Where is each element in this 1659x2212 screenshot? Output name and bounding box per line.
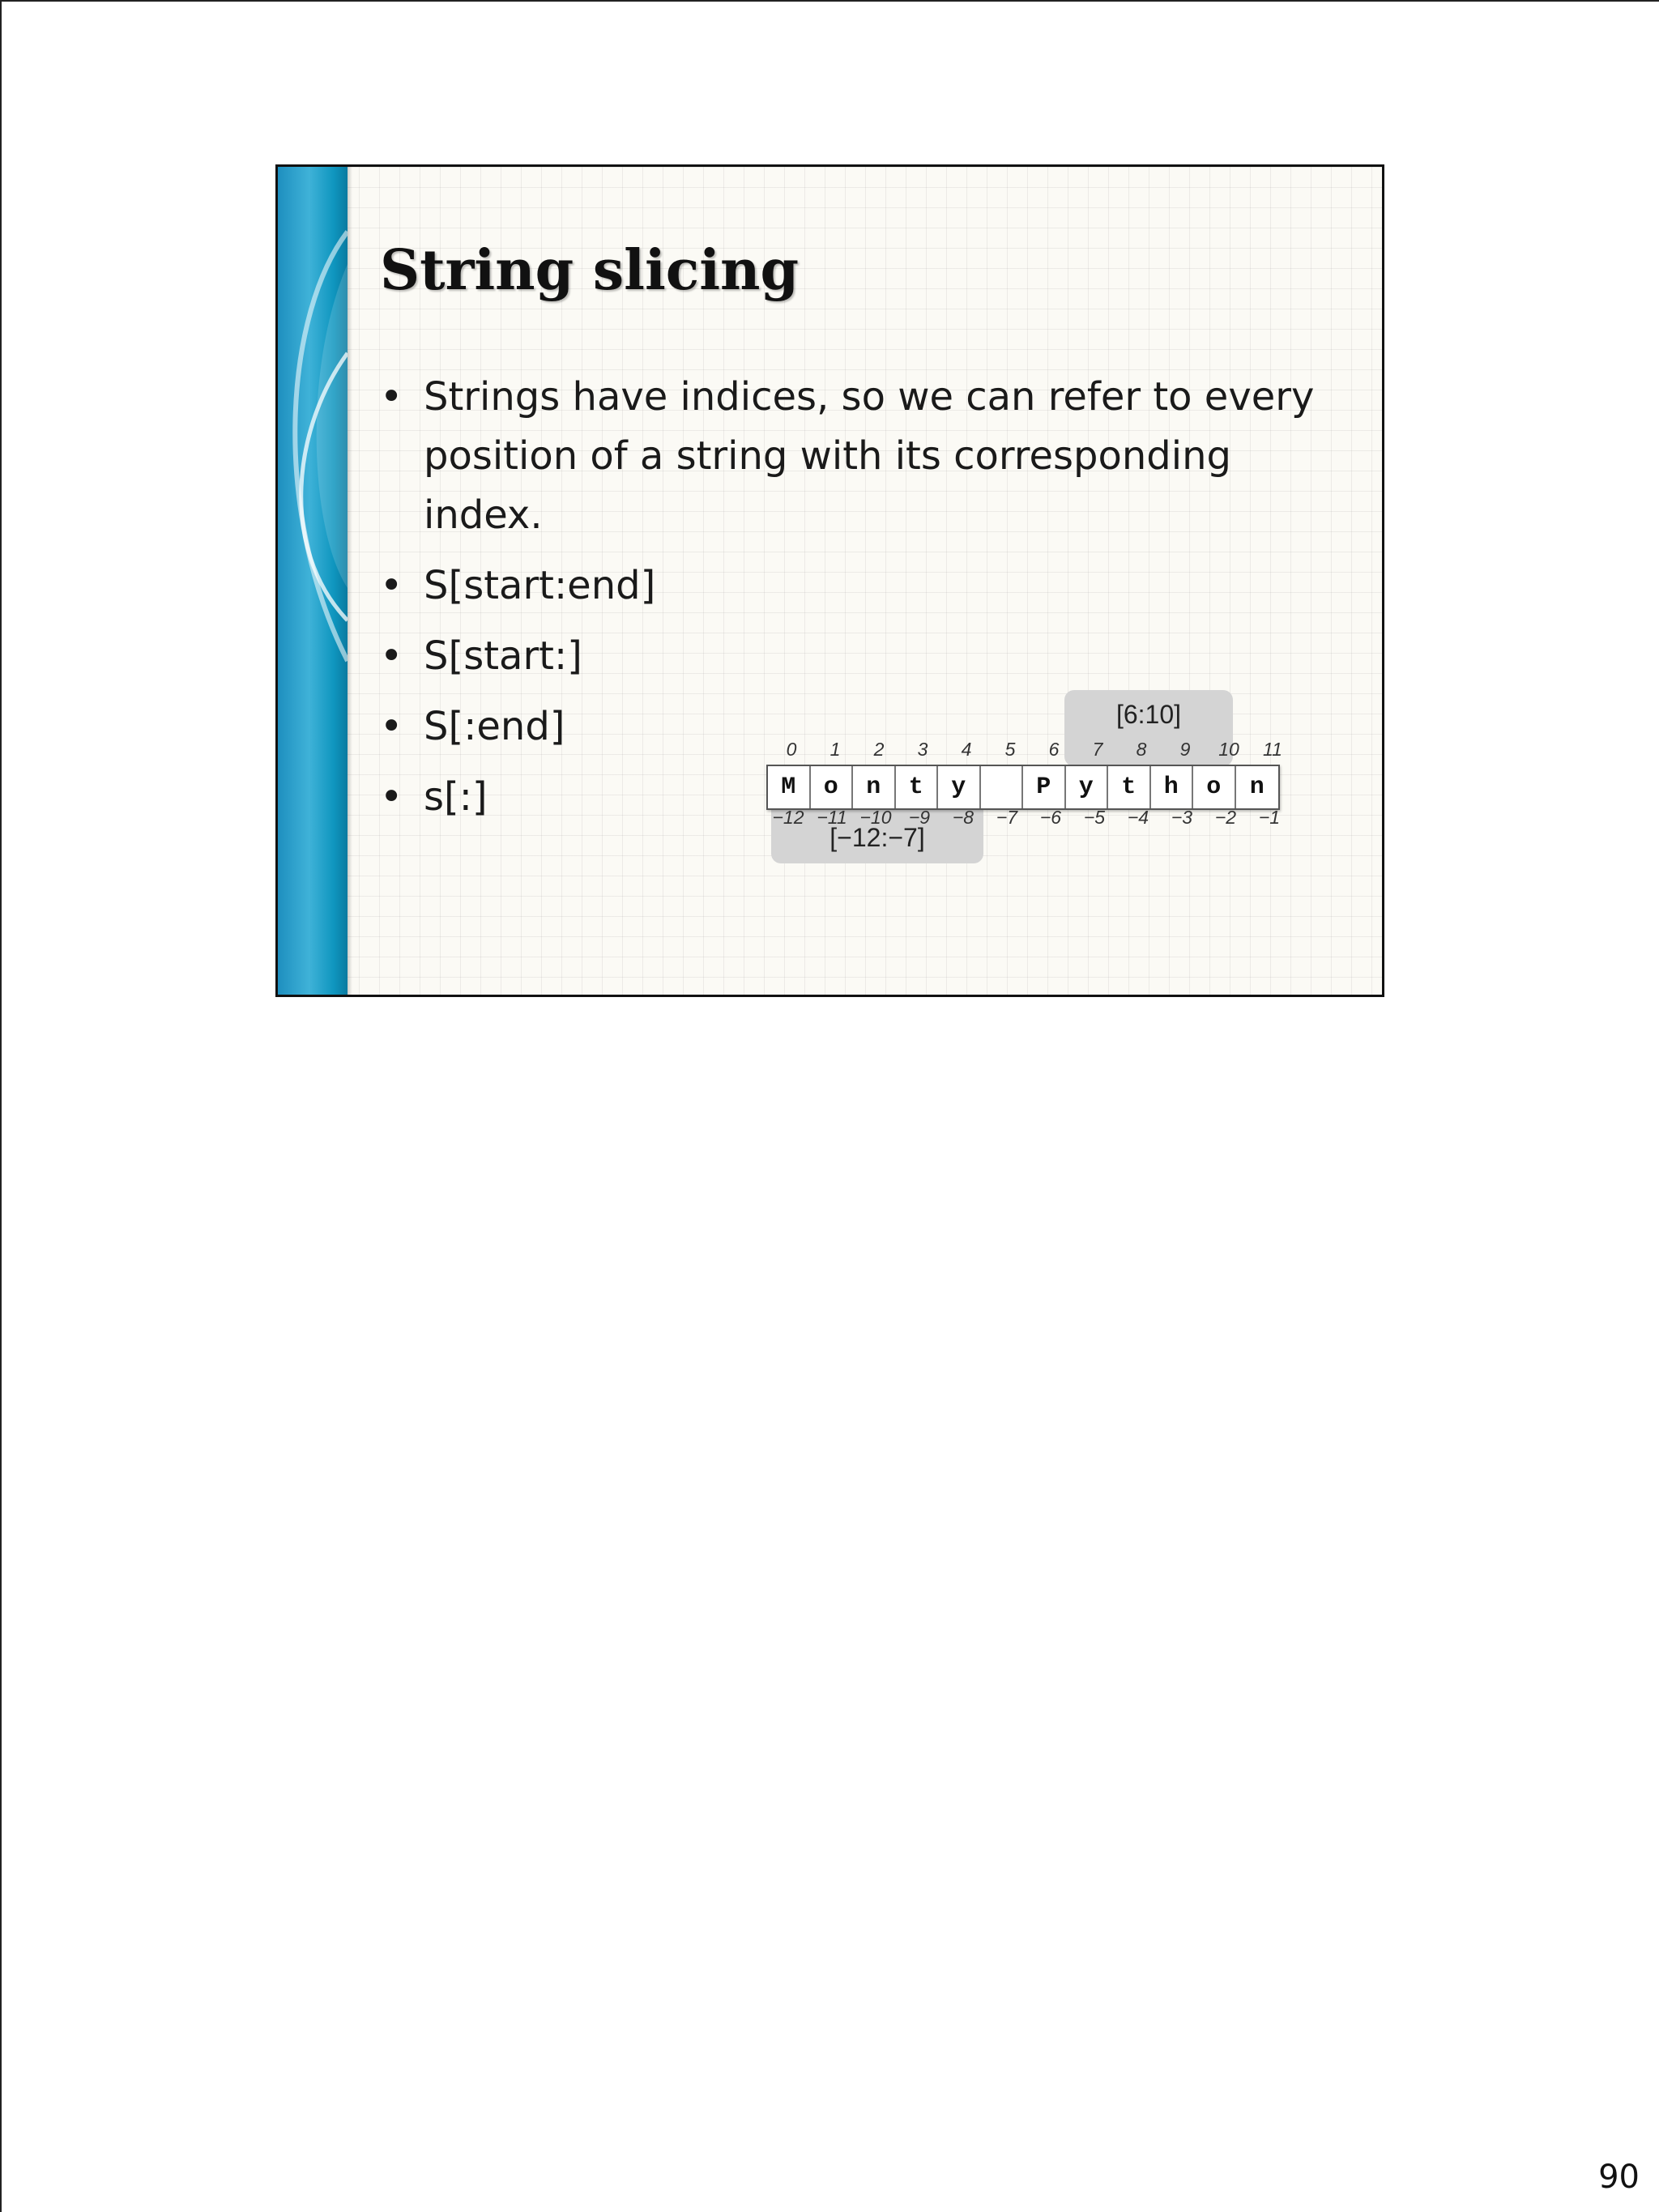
character-cell xyxy=(981,766,1024,808)
character-cell: h xyxy=(1151,766,1194,808)
string-slicing-diagram xyxy=(766,690,1299,881)
slice-label-negative: [−12:−7] xyxy=(830,823,925,852)
swoosh-decoration-icon xyxy=(278,167,348,995)
negative-index-label: −3 xyxy=(1171,807,1193,828)
bullet-item: • s[:] xyxy=(380,768,1336,827)
negative-index-label: −11 xyxy=(817,807,847,828)
negative-index-label: −4 xyxy=(1127,807,1149,828)
bullet-item: • S[start:] xyxy=(380,627,1336,686)
character-cell: o xyxy=(811,766,854,808)
negative-index-label: −12 xyxy=(772,807,804,828)
slice-label-positive: [6:10] xyxy=(1115,700,1182,729)
negative-index-label: −2 xyxy=(1214,807,1237,828)
character-cell: o xyxy=(1193,766,1236,808)
positive-index-label: 11 xyxy=(1263,739,1282,760)
character-cell: y xyxy=(1066,766,1109,808)
bullet-item: • Strings have indices, so we can refer to every position of a string with its corresponding index. xyxy=(380,368,1336,545)
positive-index-label: 9 xyxy=(1179,739,1191,760)
negative-index-label: −7 xyxy=(996,807,1018,828)
character-cell: P xyxy=(1023,766,1066,808)
slide xyxy=(275,164,1384,997)
negative-index-label: −6 xyxy=(1039,807,1062,828)
character-cells xyxy=(766,765,1280,810)
positive-index-row xyxy=(766,739,1299,763)
bullet-item: • S[:end] xyxy=(380,697,1336,757)
positive-index-label: 0 xyxy=(786,739,797,760)
character-cell: t xyxy=(896,766,939,808)
positive-index-label: 2 xyxy=(873,739,885,760)
slide-title: String slicing xyxy=(380,238,800,303)
positive-index-label: 7 xyxy=(1092,739,1103,760)
positive-index-label: 4 xyxy=(961,739,972,760)
positive-index-label: 6 xyxy=(1048,739,1060,760)
character-cell: n xyxy=(1249,774,1265,801)
positive-index-label: 1 xyxy=(830,739,841,760)
positive-index-label: 3 xyxy=(917,739,928,760)
bullet-item: • S[start:end] xyxy=(380,556,1336,616)
positive-index-label: 10 xyxy=(1218,739,1239,760)
positive-index-label: 8 xyxy=(1136,739,1147,760)
character-cell: M xyxy=(768,766,811,808)
page-number: 90 xyxy=(1598,2159,1640,2196)
negative-index-label: −1 xyxy=(1258,807,1281,828)
negative-index-label: −8 xyxy=(952,807,975,828)
negative-index-label: −9 xyxy=(908,807,931,828)
character-cell: t xyxy=(1108,766,1151,808)
character-cell: n xyxy=(853,766,896,808)
character-cell: y xyxy=(938,766,981,808)
negative-index-label: −10 xyxy=(859,807,892,828)
positive-index-label: 5 xyxy=(1004,739,1016,760)
negative-index-row xyxy=(766,807,1299,831)
slide-sidebar-decoration xyxy=(278,167,348,995)
negative-index-label: −5 xyxy=(1083,807,1106,828)
